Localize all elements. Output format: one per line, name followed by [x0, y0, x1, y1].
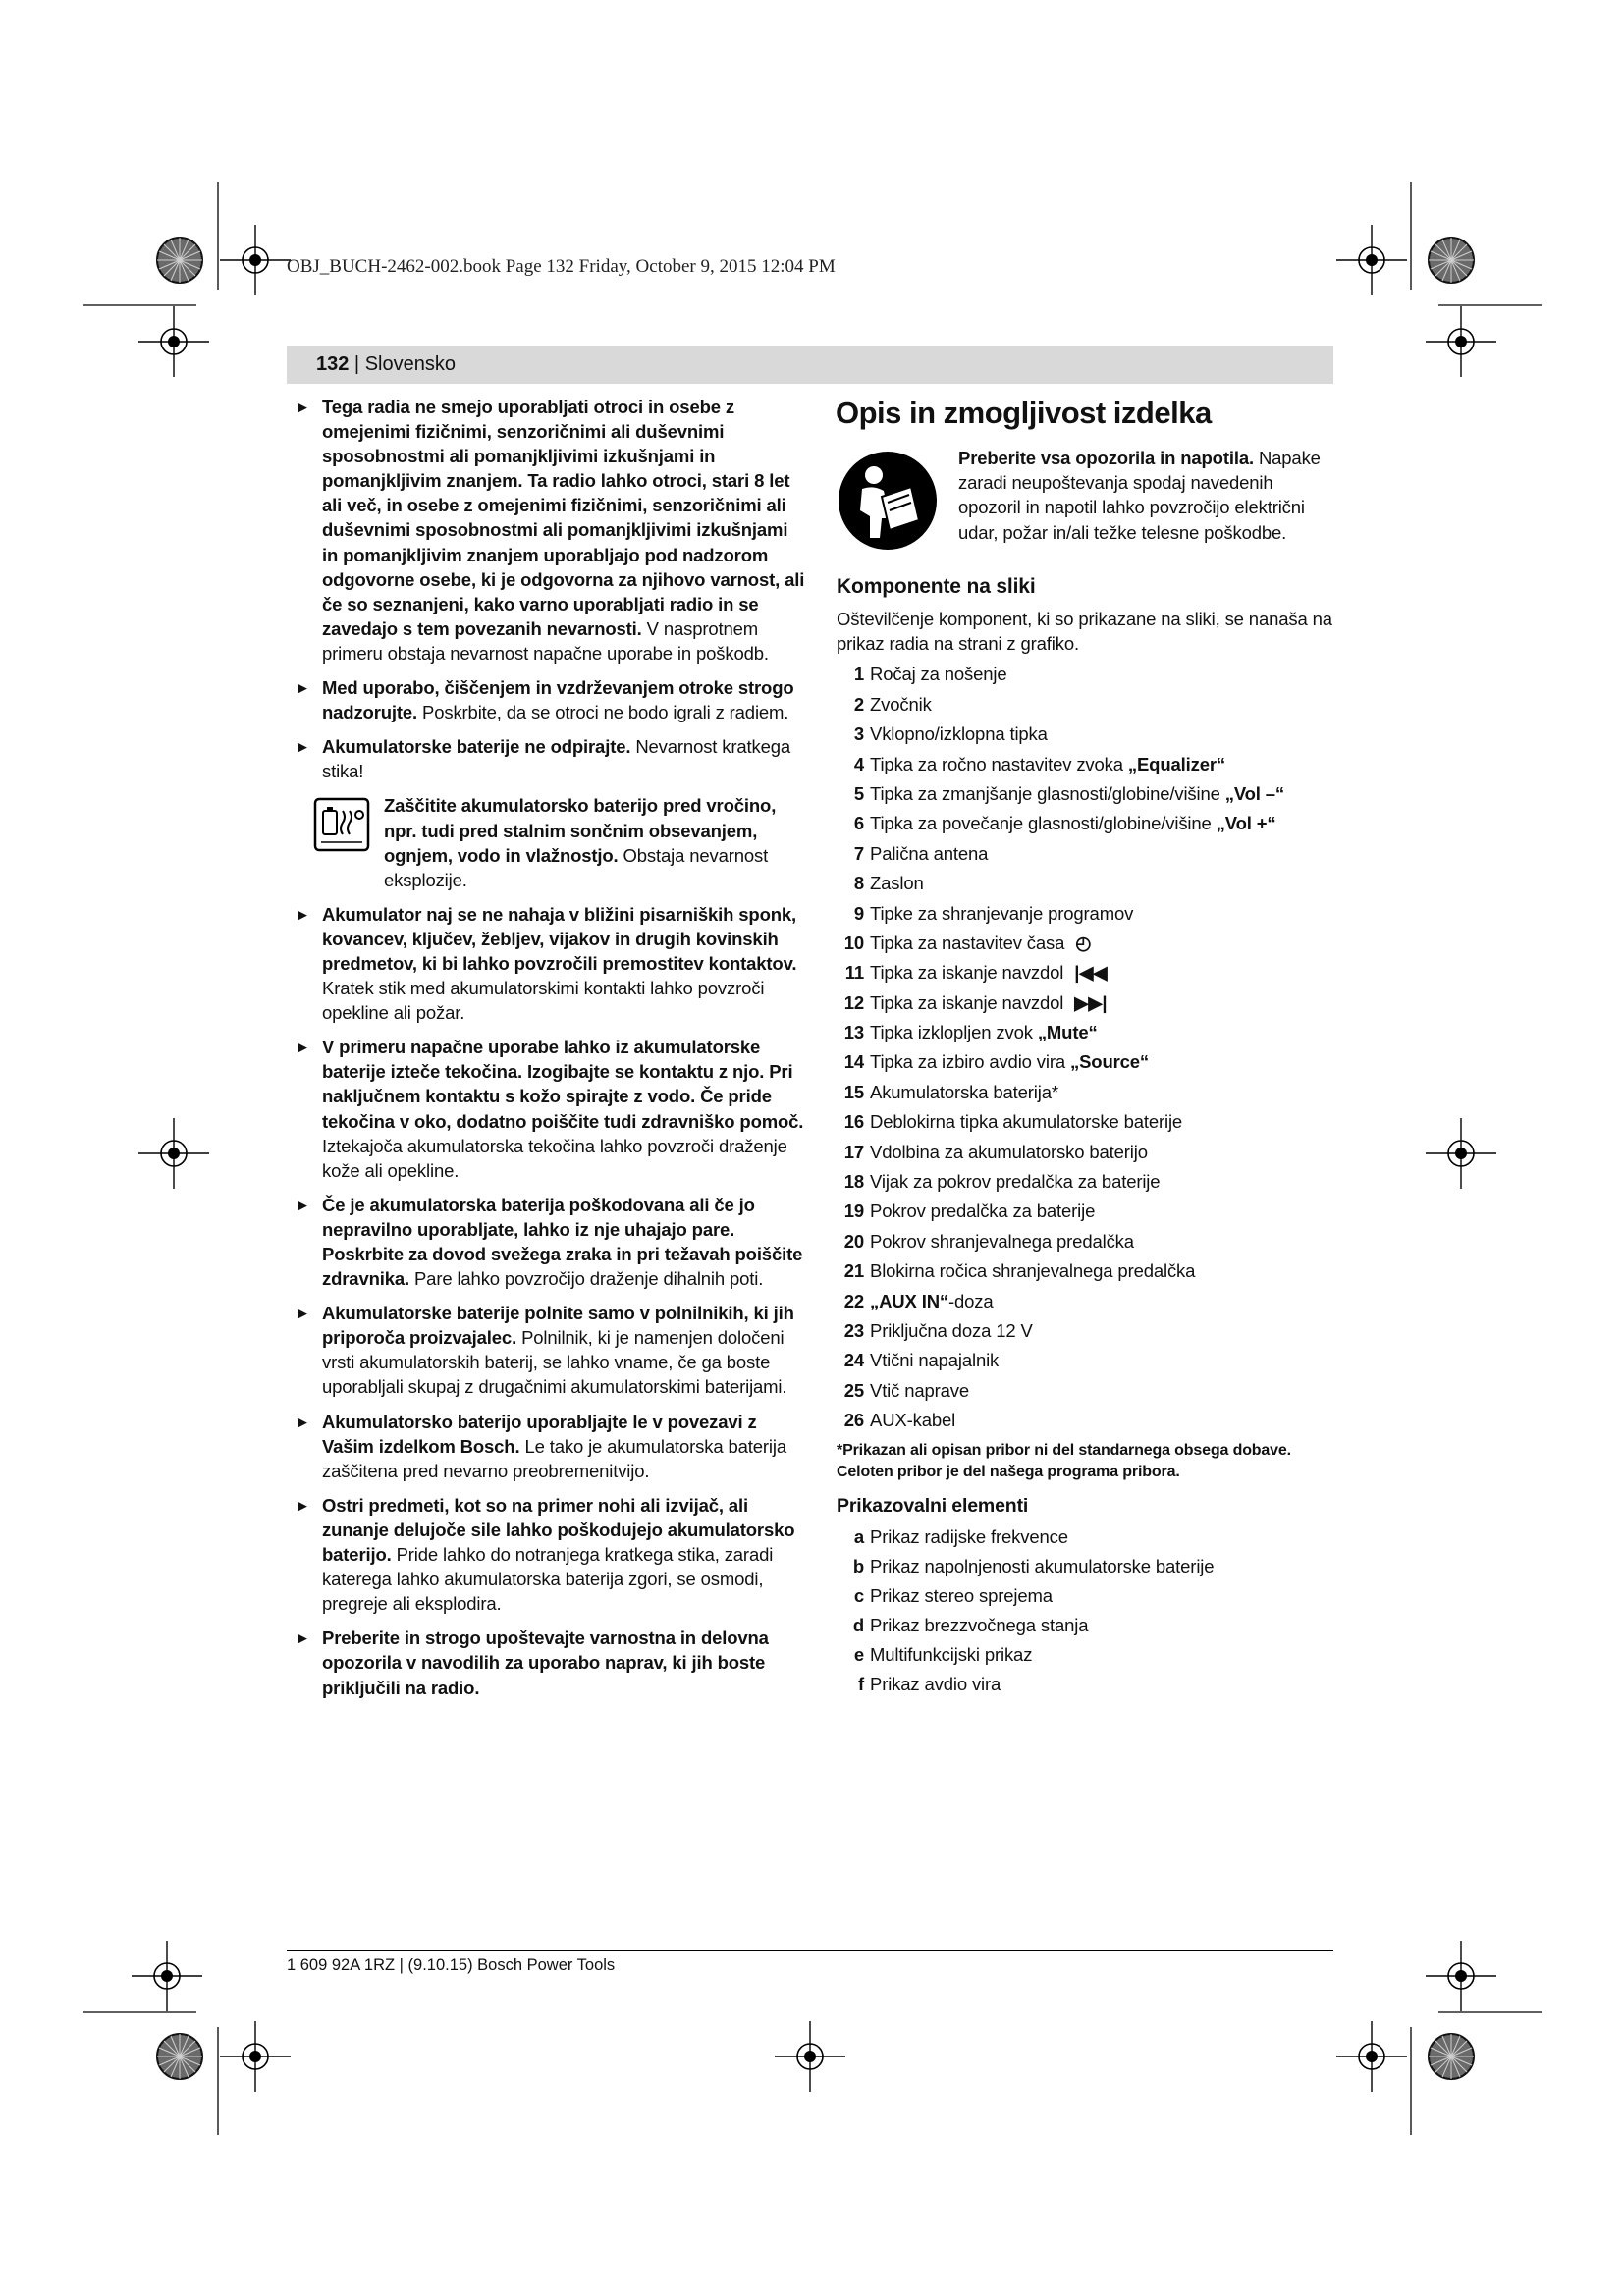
warning-item	[298, 734, 806, 783]
component-item	[837, 1020, 1337, 1049]
display-element-letter: a	[853, 1525, 864, 1547]
warning-bold: Če je akumulatorska baterija poškodovana ali če jo nepravilno uporabljate, lahko iz nje uhajajo pare. Poskrbite za dovod svežega zraka in pri težavah poiščite zdravnika.	[322, 1194, 803, 1290]
warning-bold: V primeru napačne uporabe lahko iz akumulatorske baterije izteče tekočina. Izogibajte se kontaktu z njo. Pri naključnem kontaktu s kožo spirajte z vodo. Če pride tekočina v oko, dodatno poiščite tudi zdravniško pomoč.	[322, 1037, 804, 1132]
component-text: Blokirna ročica shranjevalnega predalčka	[870, 1260, 1196, 1282]
component-label	[870, 1260, 1195, 1281]
warning-text: Pare lahko povzročijo draženje dihalnih poti.	[409, 1268, 764, 1290]
warning-bold: Ostri predmeti, kot so na primer nohi ali izvijač, ali zunanje delujoče sile lahko poškodujejo akumulatorsko baterijo.	[322, 1494, 795, 1566]
page-header	[316, 353, 456, 376]
component-item	[837, 1109, 1337, 1139]
warning-bold: Tega radia ne smejo uporabljati otroci in osebe z omejenimi fizičnimi, senzoričnimi ali duševnimi sposobnostmi ali pomanjkljivimi izkušnjami in pomanjkljivim znanjem. Ta radio lahko otroci, stari 8 let ali več, in osebe z omejenimi fizičnimi, senzoričnimi ali duševnimi sposobnostmi ali pomanjkljivimi izkušnjami in pomanjkljivim znanjem uporabljajo pod nadzorom odgovorne osebe, ki je odgovorna za njihovo varnost, ali če so seznanjeni, kako varno uporabljati radio in se zavedajo s tem povezanih nevarnosti.	[322, 397, 805, 639]
component-number: 3	[853, 723, 864, 745]
bullet-triangle-icon: ▶	[298, 1197, 307, 1212]
display-element-item	[837, 1613, 1337, 1642]
component-number: 19	[843, 1201, 864, 1222]
component-item	[837, 781, 1337, 811]
bullet-triangle-icon: ▶	[298, 1497, 307, 1513]
warning-bold: Akumulatorske baterije ne odpirajte.	[322, 736, 631, 758]
component-text: Tipke za shranjevanje programov	[870, 902, 1134, 924]
display-elements-list	[837, 1524, 1337, 1701]
component-item	[837, 1140, 1337, 1169]
warning-bold: Akumulatorsko baterijo uporabljajte le v povezavi z Vašim izdelkom Bosch.	[322, 1411, 757, 1457]
component-text: -doza	[948, 1290, 994, 1311]
warning-bold: Preberite in strogo upoštevajte varnostna in delovna opozorila v navodilih za uporabo naprav, ki jih boste priključili na radio.	[322, 1628, 769, 1698]
component-text: Tipka za iskanje navzdol	[870, 991, 1069, 1013]
warning-text: Pride lahko do notranjega kratkega stika, zaradi katerega lahko akumulatorska baterija zgori, se osmodi, pregreje ali eksplodira.	[322, 1544, 774, 1615]
display-element-letter: e	[853, 1643, 864, 1665]
component-item	[837, 662, 1337, 691]
component-text: AUX-kabel	[870, 1410, 956, 1431]
component-text: Tipka za iskanje navzdol	[870, 962, 1069, 984]
component-number: 24	[843, 1350, 864, 1371]
component-symbol-icon: ◴	[1075, 932, 1092, 953]
display-heading: Prikazovalni elementi	[837, 1494, 1029, 1517]
component-text: Zvočnik	[870, 693, 932, 715]
component-item	[837, 1318, 1337, 1348]
component-number: 1	[853, 664, 864, 685]
component-item	[837, 990, 1337, 1020]
display-element-letter: d	[852, 1614, 864, 1635]
display-element-label: Prikaz stereo sprejema	[870, 1584, 1053, 1606]
component-key-label: „Equalizer“	[1127, 753, 1225, 774]
warning-item	[298, 1493, 806, 1616]
component-number: 5	[853, 782, 864, 804]
component-number: 26	[843, 1410, 864, 1431]
component-item	[837, 931, 1337, 960]
component-number: 16	[843, 1111, 864, 1133]
component-number: 6	[853, 813, 864, 834]
component-item	[837, 1348, 1337, 1377]
components-heading: Komponente na sliki	[837, 575, 1036, 598]
component-item	[837, 692, 1337, 721]
component-label	[870, 992, 1107, 1013]
component-text: Tipka za povečanje glasnosti/globine/višine	[870, 813, 1217, 834]
component-text: Vdolbina za akumulatorsko baterijo	[870, 1141, 1148, 1162]
component-number: 18	[843, 1171, 864, 1193]
component-item	[837, 1049, 1337, 1079]
component-text: Deblokirna tipka akumulatorske baterije	[870, 1111, 1183, 1133]
component-label	[870, 1171, 1160, 1192]
warning-item	[298, 902, 806, 1025]
component-number: 11	[844, 962, 864, 984]
battery-note-text: Obstaja nevarnost eksplozije.	[384, 844, 769, 890]
component-number: 13	[843, 1022, 864, 1043]
display-element-label: Prikaz avdio vira	[870, 1673, 1001, 1694]
component-key-label: „Vol +“	[1216, 813, 1276, 834]
bullet-triangle-icon: ▶	[298, 400, 307, 414]
component-number: 23	[843, 1320, 864, 1341]
warning-text: V nasprotnem primeru obstaja nevarnost napačne uporabe in poškodb.	[322, 617, 769, 664]
display-element-item	[837, 1583, 1337, 1613]
component-item	[837, 960, 1337, 989]
display-element-item	[837, 1642, 1337, 1672]
component-item	[837, 1258, 1337, 1288]
component-label	[870, 1410, 955, 1430]
bullet-triangle-icon: ▶	[298, 1306, 307, 1321]
battery-heat-note	[298, 793, 806, 891]
component-number: 8	[853, 873, 864, 894]
page-number: 132	[316, 353, 350, 375]
component-label	[870, 1142, 1148, 1162]
component-text: Ročaj za nošenje	[870, 664, 1007, 685]
component-text: Vijak za pokrov predalčka za baterije	[870, 1171, 1161, 1193]
component-item	[837, 871, 1337, 900]
warning-text: Polnilnik, ki je namenjen določeni vrsti akumulatorskih baterij, se lahko vname, če ga boste uporabljali skupaj z drugačnimi akumulatorskimi baterijami.	[322, 1327, 787, 1398]
warning-item	[298, 1626, 806, 1699]
warning-item	[298, 1035, 806, 1183]
warning-text: Poskrbite, da se otroci ne bodo igrali z radiem.	[417, 702, 789, 723]
component-number: 7	[853, 842, 864, 864]
warning-bold: Akumulatorske baterije polnite samo v polnilnikih, ki jih priporoča proizvajalec.	[322, 1303, 794, 1349]
read-note-text: Napake zaradi neupoštevanja spodaj navedenih opozoril in napotil lahko povzročijo električni udar, požar in/ali težke telesne poškodbe.	[958, 448, 1321, 543]
component-symbol-icon: ▶▶|	[1074, 991, 1108, 1013]
component-text: Akumulatorska baterija*	[870, 1081, 1058, 1102]
footer-rule	[287, 1950, 1333, 1951]
bullet-triangle-icon: ▶	[298, 1630, 307, 1646]
component-label	[870, 1051, 1149, 1072]
warning-bold: Akumulator naj se ne nahaja v bližini pisarniških sponk, kovancev, ključev, žebljev, vijakov in drugih kovinskih predmetov, ki bi lahko povzročili premostitev kontaktov.	[322, 903, 797, 974]
component-number: 12	[843, 991, 864, 1013]
component-text: Pokrov shranjevalnega predalčka	[870, 1230, 1134, 1252]
bullet-triangle-icon: ▶	[298, 1414, 307, 1429]
display-element-label: Prikaz napolnjenosti akumulatorske baterije	[870, 1555, 1215, 1576]
bullet-triangle-icon: ▶	[298, 739, 307, 755]
component-label	[870, 933, 1091, 953]
component-label	[870, 873, 924, 893]
component-number: 15	[843, 1081, 864, 1102]
component-number: 25	[843, 1379, 864, 1401]
component-item	[837, 901, 1337, 931]
display-element-label: Prikaz radijske frekvence	[870, 1525, 1068, 1547]
component-key-label: „Vol –“	[1224, 782, 1285, 804]
component-label	[870, 1022, 1098, 1042]
component-text: Priključna doza 12 V	[870, 1320, 1033, 1341]
component-number: 9	[853, 902, 864, 924]
component-label	[870, 1082, 1058, 1102]
battery-heat-icon	[313, 797, 370, 852]
component-item	[837, 1289, 1337, 1318]
component-label	[870, 1291, 994, 1311]
component-label	[870, 813, 1275, 833]
component-label	[870, 1111, 1182, 1132]
component-text: Vtič naprave	[870, 1379, 970, 1401]
components-list	[837, 662, 1337, 1437]
component-text: Tipka za izbiro avdio vira	[870, 1051, 1070, 1073]
display-element-item	[837, 1524, 1337, 1554]
component-number: 21	[843, 1260, 864, 1282]
component-item	[837, 721, 1337, 751]
component-item	[837, 1080, 1337, 1109]
display-element-item	[837, 1672, 1337, 1701]
display-element-letter: b	[852, 1555, 864, 1576]
component-number: 10	[843, 932, 864, 953]
display-element-label: Multifunkcijski prikaz	[870, 1643, 1033, 1665]
warning-item	[298, 395, 806, 666]
component-text: Tipka izklopljen zvok	[870, 1022, 1038, 1043]
left-column	[298, 395, 806, 1710]
section-title: Opis in zmogljivost izdelka	[836, 396, 1212, 430]
bullet-triangle-icon: ▶	[298, 680, 307, 696]
component-text: Vklopno/izklopna tipka	[870, 723, 1048, 745]
component-symbol-icon: |◀◀	[1074, 962, 1108, 984]
bullet-triangle-icon: ▶	[298, 906, 307, 922]
component-text: Vtični napajalnik	[870, 1350, 1000, 1371]
component-number: 4	[853, 753, 864, 774]
book-header: OBJ_BUCH-2462-002.book Page 132 Friday, October 9, 2015 12:04 PM	[287, 256, 836, 277]
right-column	[837, 395, 1337, 1701]
bullet-triangle-icon: ▶	[298, 1040, 307, 1055]
display-element-letter: f	[857, 1673, 864, 1694]
page-separator: |	[349, 353, 365, 375]
component-label	[870, 694, 932, 715]
component-label	[870, 1320, 1033, 1341]
warning-item	[298, 1301, 806, 1399]
component-number: 17	[843, 1141, 864, 1162]
warning-item	[298, 1410, 806, 1483]
component-text: Zaslon	[870, 873, 924, 894]
component-text: Tipka za nastavitev časa	[870, 932, 1070, 953]
component-item	[837, 1229, 1337, 1258]
warning-bold: Med uporabo, čiščenjem in vzdrževanjem otroke strogo nadzorujte.	[322, 677, 794, 723]
component-label	[870, 723, 1048, 744]
warning-item	[298, 1193, 806, 1291]
component-item	[837, 841, 1337, 871]
read-manual-icon	[837, 450, 939, 552]
warning-text: Nevarnost kratkega stika!	[322, 736, 791, 782]
component-text: Tipka za zmanjšanje glasnosti/globine/višine	[870, 782, 1225, 804]
display-element-item	[837, 1554, 1337, 1583]
components-intro: Oštevilčenje komponent, ki so prikazane na sliki, se nanaša na prikaz radia na strani z grafiko.	[837, 609, 1332, 655]
battery-note-bold: Zaščitite akumulatorsko baterijo pred vročino, npr. tudi pred stalnim sončnim obsevanjem, ognjem, vodo in vlažnostjo.	[384, 795, 777, 866]
component-item	[837, 1408, 1337, 1437]
display-element-label: Prikaz brezzvočnega stanja	[870, 1614, 1089, 1635]
component-label	[870, 783, 1284, 804]
component-label	[870, 1380, 969, 1401]
page-footer: 1 609 92A 1RZ | (9.10.15) Bosch Power Tools	[287, 1956, 616, 1974]
warning-text: Kratek stik med akumulatorskimi kontakti lahko povzroči opekline ali požar.	[322, 978, 765, 1024]
page-language: Slovensko	[364, 353, 456, 375]
page-header-band	[287, 346, 1333, 384]
display-element-letter: c	[853, 1584, 864, 1606]
component-number: 22	[843, 1290, 864, 1311]
component-label	[870, 1350, 999, 1370]
component-text: Palična antena	[870, 842, 989, 864]
read-manual-note	[837, 446, 1337, 548]
component-key-label: „AUX IN“	[870, 1290, 948, 1311]
component-key-label: „Mute“	[1037, 1022, 1098, 1043]
component-item	[837, 1169, 1337, 1199]
warning-text: Iztekajoča akumulatorska tekočina lahko povzroči draženje kože ali opekline.	[322, 1135, 787, 1181]
warning-text: Le tako je akumulatorska baterija zaščitena pred nevarno preobremenitvijo.	[322, 1435, 786, 1481]
component-item	[837, 1199, 1337, 1228]
component-item	[837, 811, 1337, 840]
component-label	[870, 903, 1133, 924]
component-label	[870, 754, 1225, 774]
component-number: 14	[843, 1051, 864, 1073]
component-item	[837, 752, 1337, 781]
warning-item	[298, 675, 806, 724]
accessory-footnote: *Prikazan ali opisan pribor ni del standarnega obsega dobave. Celoten pribor je del našega programa pribora.	[837, 1441, 1291, 1480]
component-number: 20	[843, 1230, 864, 1252]
component-item	[837, 1378, 1337, 1408]
component-text: Tipka za ročno nastavitev zvoka	[870, 753, 1128, 774]
component-label	[870, 1201, 1095, 1221]
read-note-bold: Preberite vsa opozorila in napotila.	[958, 448, 1254, 468]
component-number: 2	[853, 693, 864, 715]
component-label	[870, 843, 988, 864]
component-key-label: „Source“	[1070, 1051, 1150, 1073]
component-label	[870, 962, 1107, 983]
component-text: Pokrov predalčka za baterije	[870, 1201, 1096, 1222]
component-label	[870, 664, 1007, 684]
component-label	[870, 1231, 1134, 1252]
